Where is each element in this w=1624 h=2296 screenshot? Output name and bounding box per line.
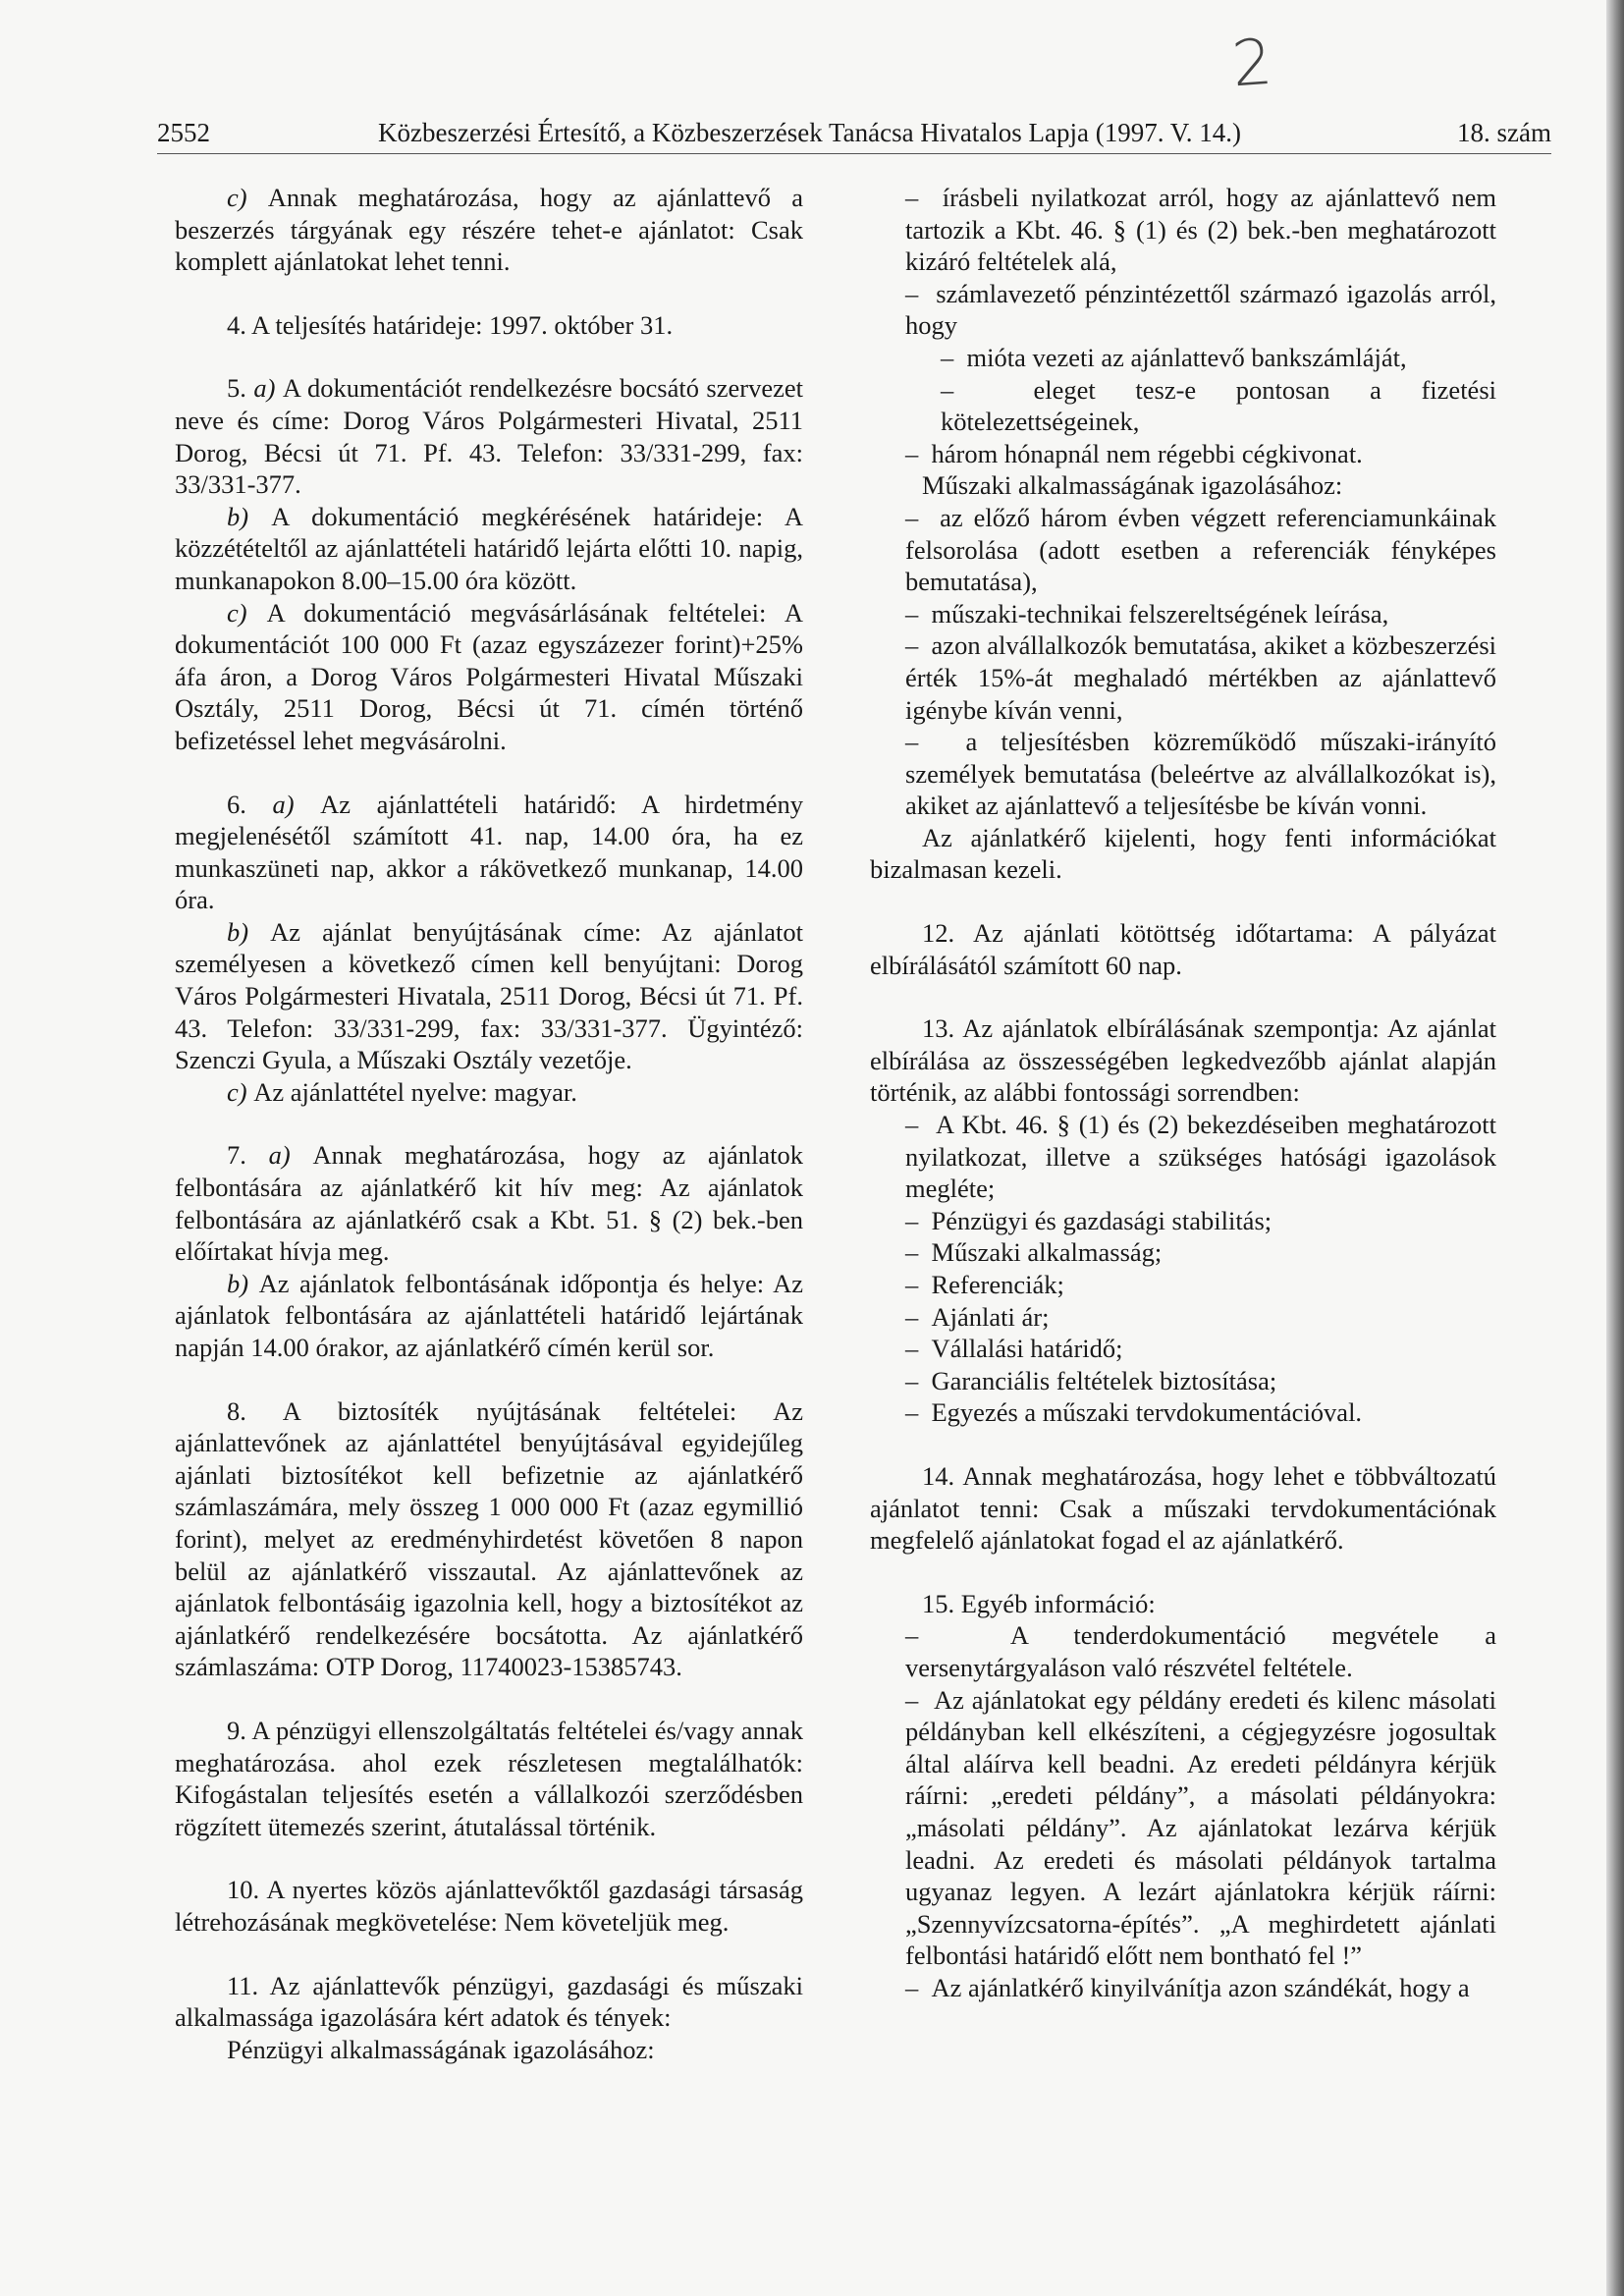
- list-item: [870, 438, 1496, 470]
- dash-bullet: –: [905, 1237, 932, 1268]
- paragraph: [175, 1139, 803, 1267]
- list-item: [870, 1972, 1496, 2004]
- dash-bullet: –: [905, 598, 932, 629]
- paragraph-gap: [175, 341, 803, 372]
- paragraph-text: 8. A biztosíték nyújtásának feltételei: Az ajánlattevőnek az ajánlattétel benyújtásával egyidejűleg ajánlati biztosítékot kell befizetnie az ajánlatkérő számlaszámára, mely összeg 1 000 000 Ft (azaz egymillió forint), melyet az eredményhirdetést követően 8 napon belül az ajánlatkérő visszautal. Az ajánlattevőnek az ajánlatok felbontásáig igazolnia kell, hogy a biztosítékot az ajánlatkérő rendelkezésére bocsátotta. Az ajánlatkérő számlaszáma: OTP Dorog, 11740023-15385743.: [175, 1395, 803, 1682]
- paragraph-text: Pénzügyi és gazdasági stabilitás;: [931, 1205, 1272, 1235]
- paragraph-text: Az ajánlatkérő kinyilvánítja azon szándékát, hogy a: [931, 1972, 1470, 2002]
- paragraph: [175, 597, 803, 757]
- list-item: [870, 598, 1496, 630]
- paragraph-text: Ajánlati ár;: [931, 1301, 1050, 1332]
- list-item: [870, 726, 1496, 822]
- paragraph-gap: [175, 1939, 803, 1970]
- paragraph-text: eleget tesz-e pontosan a fizetési kötelezettségeinek,: [941, 374, 1496, 437]
- paragraph: [870, 917, 1496, 981]
- header-journal-title: Közbeszerzési Értesítő, a Közbeszerzések Tanácsa Hivatalos Lapja (1997. V. 14.): [378, 118, 1242, 147]
- list-item: [870, 1269, 1496, 1301]
- paragraph-text: Műszaki alkalmasság;: [931, 1237, 1163, 1268]
- list-item: [870, 1236, 1496, 1269]
- paragraph-text: Egyezés a műszaki tervdokumentációval.: [931, 1397, 1363, 1428]
- paragraph-text: 13. Az ajánlatok elbírálásának szempontja: Az ajánlat elbírálása az összességében legkedvezőbb ajánlat alapján történik, az alábbi fontossági sorrendben:: [870, 1013, 1496, 1108]
- dash-bullet: –: [905, 278, 937, 308]
- paragraph-text: 11. Az ajánlattevők pénzügyi, gazdasági és műszaki alkalmassága igazolására kért adatok és tények:: [175, 1970, 803, 2033]
- paragraph-text: Az ajánlatok felbontásának időpontja és helye: Az ajánlatok felbontására az ajánlattételi határidő lejártának napján 14.00 órakor, az ajánlatkérő címén kerül sor.: [175, 1268, 803, 1362]
- dash-bullet: –: [905, 630, 932, 661]
- list-item: [870, 1365, 1496, 1397]
- paragraph-text: A tenderdokumentáció megvétele a versenytárgyaláson való részvétel feltétele.: [905, 1620, 1496, 1682]
- paragraph-text: A dokumentáció megvásárlásának feltételei: A dokumentációt 100 000 Ft (azaz egyszázezer forint)+25% áfa áron, a Dorog Város Polgármesteri Hivatal Műszaki Osztály, 2511 Dorog, Bécsi út 71. címén történő befizetéssel lehet megvásárolni.: [175, 597, 803, 755]
- section-number: 6.: [227, 789, 273, 819]
- paragraph: [870, 1012, 1496, 1109]
- paragraph: [175, 1715, 803, 1842]
- dash-bullet: –: [905, 183, 943, 212]
- section-number: 7.: [227, 1140, 269, 1171]
- paragraph-gap: [175, 1683, 803, 1715]
- dash-bullet: –: [941, 374, 1034, 405]
- paragraph-text: Garanciális feltételek biztosítása;: [931, 1365, 1277, 1395]
- paragraph-gap: [175, 757, 803, 789]
- subsection-label: a): [268, 1140, 313, 1171]
- dash-bullet: –: [905, 1365, 932, 1395]
- paragraph-gap: [870, 886, 1496, 917]
- left-column: [175, 182, 803, 2065]
- paragraph-gap: [175, 1842, 803, 1874]
- paragraph: [870, 1460, 1496, 1557]
- handwritten-page-mark: 2: [1229, 26, 1275, 102]
- scan-edge: [1606, 0, 1624, 2296]
- paragraph-gap: [870, 981, 1496, 1012]
- dash-bullet: –: [905, 1397, 932, 1428]
- list-item: [870, 1301, 1496, 1334]
- paragraph: [175, 1970, 803, 2034]
- paragraph-text: 10. A nyertes közös ajánlattevőktől gazdasági társaság létrehozásának megkövetelése: Nem követeljük meg.: [175, 1875, 803, 1937]
- dash-bullet: –: [905, 1110, 936, 1140]
- paragraph-text: 4. A teljesítés határideje: 1997. október 31.: [227, 309, 674, 340]
- paragraph-gap: [870, 1557, 1496, 1588]
- paragraph: [175, 1076, 803, 1109]
- paragraph: [175, 1874, 803, 1938]
- paragraph-text: írásbeli nyilatkozat arról, hogy az ajánlattevő nem tartozik a Kbt. 46. § (1) és (2) bek.-ben meghatározott kizáró feltételek alá,: [905, 183, 1497, 277]
- paragraph-text: Annak meghatározása, hogy az ajánlattevő a beszerzés tárgyának egy részére tehet-e ajánlatot: Csak komplett ajánlatokat lehet tenni.: [175, 183, 803, 277]
- paragraph-text: Annak meghatározása, hogy az ajánlatok felbontására az ajánlatkérő kit hív meg: Az ajánlatok felbontására az ajánlatkérő csak a Kbt. 51. § (2) bek.-ben előírtakat hívja meg.: [175, 1140, 803, 1267]
- list-item: [870, 502, 1496, 598]
- paragraph-text: Az ajánlatokat egy példány eredeti és kilenc másolati példányban kell elkészíteni, a cégjegyzésre jogosultak által aláírva kell beadni. Az eredeti példányra kérjük ráírni: „eredeti példány”, a másolati példányokra: „másolati példány”. Az ajánlatokat lezárva kérjük leadni. Az eredeti és másolati példányok tartalma ugyanaz legyen. A lezárt ajánlatokra kérjük ráírni: „Szennyvízcsatorna-építés”. „A meghirdetett ajánlati felbontási határidő előtt nem bontható fel !”: [905, 1684, 1497, 1971]
- dash-bullet: –: [905, 502, 941, 532]
- list-item: [870, 278, 1496, 342]
- subsection-label: a): [253, 373, 283, 404]
- dash-bullet: –: [905, 1205, 932, 1235]
- paragraph-text: A dokumentációt rendelkezésre bocsátó szervezet neve és címe: Dorog Város Polgármesteri Hivatal, 2511 Dorog, Bécsi út 71. Pf. 43. Telefon: 33/331-299, fax: 33/331-377.: [175, 373, 803, 500]
- dash-bullet: –: [905, 1972, 932, 2002]
- header-page-number: 2552: [157, 118, 210, 147]
- paragraph-text: 12. Az ajánlati kötöttség időtartama: A pályázat elbírálásától számított 60 nap.: [870, 918, 1496, 980]
- paragraph: [175, 789, 803, 916]
- paragraph-text: az előző három évben végzett referenciamunkáinak felsorolása (adott esetben a referenciák fényképes bemutatása),: [905, 502, 1496, 597]
- paragraph: [175, 372, 803, 500]
- dash-bullet: –: [905, 1301, 932, 1332]
- list-item: [870, 1619, 1496, 1683]
- paragraph: [870, 822, 1496, 886]
- paragraph-text: A Kbt. 46. § (1) és (2) bekezdéseiben meghatározott nyilatkozat, illetve a szükséges hatósági igazolások megléte;: [905, 1110, 1497, 1204]
- paragraph-text: Műszaki alkalmasságának igazolásához:: [922, 470, 1343, 501]
- dash-bullet: –: [905, 1684, 934, 1715]
- paragraph: [175, 1395, 803, 1683]
- paragraph-text: A dokumentáció megkérésének határideje: A közzétételtől az ajánlattételi határidő lejárta előtti 10. napig, munkanapokon 8.00–15.00 óra között.: [175, 501, 804, 595]
- paragraph-text: Pénzügyi alkalmasságának igazolásához:: [227, 2034, 655, 2064]
- dash-bullet: –: [905, 727, 966, 757]
- paragraph: [175, 182, 803, 278]
- page-header: [157, 116, 1551, 154]
- paragraph-gap: [870, 1429, 1496, 1460]
- subsection-label: c): [227, 597, 267, 628]
- paragraph-gap: [175, 278, 803, 309]
- subsection-label: b): [227, 916, 271, 947]
- header-issue-number: 18. szám: [1457, 118, 1551, 147]
- list-item: [870, 1109, 1496, 1205]
- list-item: [870, 342, 1496, 374]
- dash-bullet: –: [941, 342, 967, 372]
- paragraph-text: műszaki-technikai felszereltségének leírása,: [931, 598, 1389, 629]
- paragraph-text: Az ajánlat benyújtásának címe: Az ajánlatot személyesen a következő címen kell benyújtani: Dorog Város Polgármesteri Hivatala, 2511 Dorog, Bécsi út 71. Pf. 43. Telefon: 33/331-299, fax: 33/331-377. Ügyintéző: Szenczi Gyula, a Műszaki Osztály vezetője.: [175, 916, 803, 1075]
- paragraph: [175, 501, 803, 597]
- dash-bullet: –: [905, 438, 932, 468]
- subsection-label: a): [272, 789, 321, 819]
- subsection-label: b): [227, 501, 272, 531]
- paragraph-text: Az ajánlatkérő kijelenti, hogy fenti információkat bizalmasan kezeli.: [870, 822, 1496, 885]
- paragraph-text: azon alvállalkozók bemutatása, akiket a közbeszerzési érték 15%-át meghaladó mértékben az ajánlattevő igénybe kíván venni,: [905, 630, 1497, 725]
- paragraph-text: számlavezető pénzintézettől származó igazolás arról, hogy: [905, 278, 1497, 341]
- paragraph-text: Az ajánlattétel nyelve: magyar.: [253, 1076, 577, 1107]
- dash-bullet: –: [905, 1270, 932, 1299]
- list-item: [870, 629, 1496, 726]
- paragraph-text: 9. A pénzügyi ellenszolgáltatás feltételei és/vagy annak meghatározása. ahol ezek részletesen megtalálhatók: Kifogástalan teljesítés esetén a vállalkozói szerződésben rögzített ütemezés szerint, átutalással történik.: [175, 1715, 803, 1841]
- paragraph-text: 14. Annak meghatározása, hogy lehet e többváltozatú ajánlatot tenni: Csak a műszaki tervdokumentációnak megfelelő ajánlatokat fogad el az ajánlatkérő.: [870, 1460, 1496, 1556]
- list-item: [870, 1333, 1496, 1365]
- paragraph-text: Vállalási határidő;: [931, 1334, 1123, 1364]
- paragraph-text: a teljesítésben közreműködő műszaki-irányító személyek bemutatása (beleértve az alvállalkozókat is), akiket az ajánlattevő a teljesítésbe be kíván vonni.: [905, 727, 1496, 821]
- paragraph-gap: [175, 1108, 803, 1139]
- list-item: [870, 374, 1496, 438]
- dash-bullet: –: [905, 1334, 932, 1364]
- list-item: [870, 1205, 1496, 1237]
- dash-bullet: –: [905, 1620, 1010, 1651]
- paragraph: [870, 469, 1496, 502]
- paragraph: [175, 2034, 803, 2066]
- paragraph-text: Referenciák;: [931, 1270, 1064, 1299]
- list-item: [870, 1684, 1496, 1972]
- paragraph-text: mióta vezeti az ajánlattevő bankszámláját,: [966, 342, 1407, 372]
- subsection-label: c): [227, 183, 268, 212]
- subsection-label: b): [227, 1268, 259, 1298]
- paragraph: [175, 1268, 803, 1364]
- paragraph: [175, 309, 803, 342]
- right-column: [870, 182, 1496, 2003]
- list-item: [870, 182, 1496, 278]
- paragraph-text: 15. Egyéb információ:: [922, 1588, 1156, 1618]
- paragraph-text: Az ajánlattételi határidő: A hirdetmény megjelenésétől számított 41. nap, 14.00 óra, ha ez munkaszüneti nap, akkor a rákövetkező munkanap, 14.00 óra.: [175, 789, 803, 915]
- list-item: [870, 1396, 1496, 1429]
- paragraph-text: három hónapnál nem régebbi cégkivonat.: [931, 438, 1363, 468]
- paragraph: [175, 916, 803, 1076]
- subsection-label: c): [227, 1076, 254, 1107]
- paragraph-gap: [175, 1364, 803, 1395]
- section-number: 5.: [227, 373, 254, 404]
- paragraph: [870, 1588, 1496, 1620]
